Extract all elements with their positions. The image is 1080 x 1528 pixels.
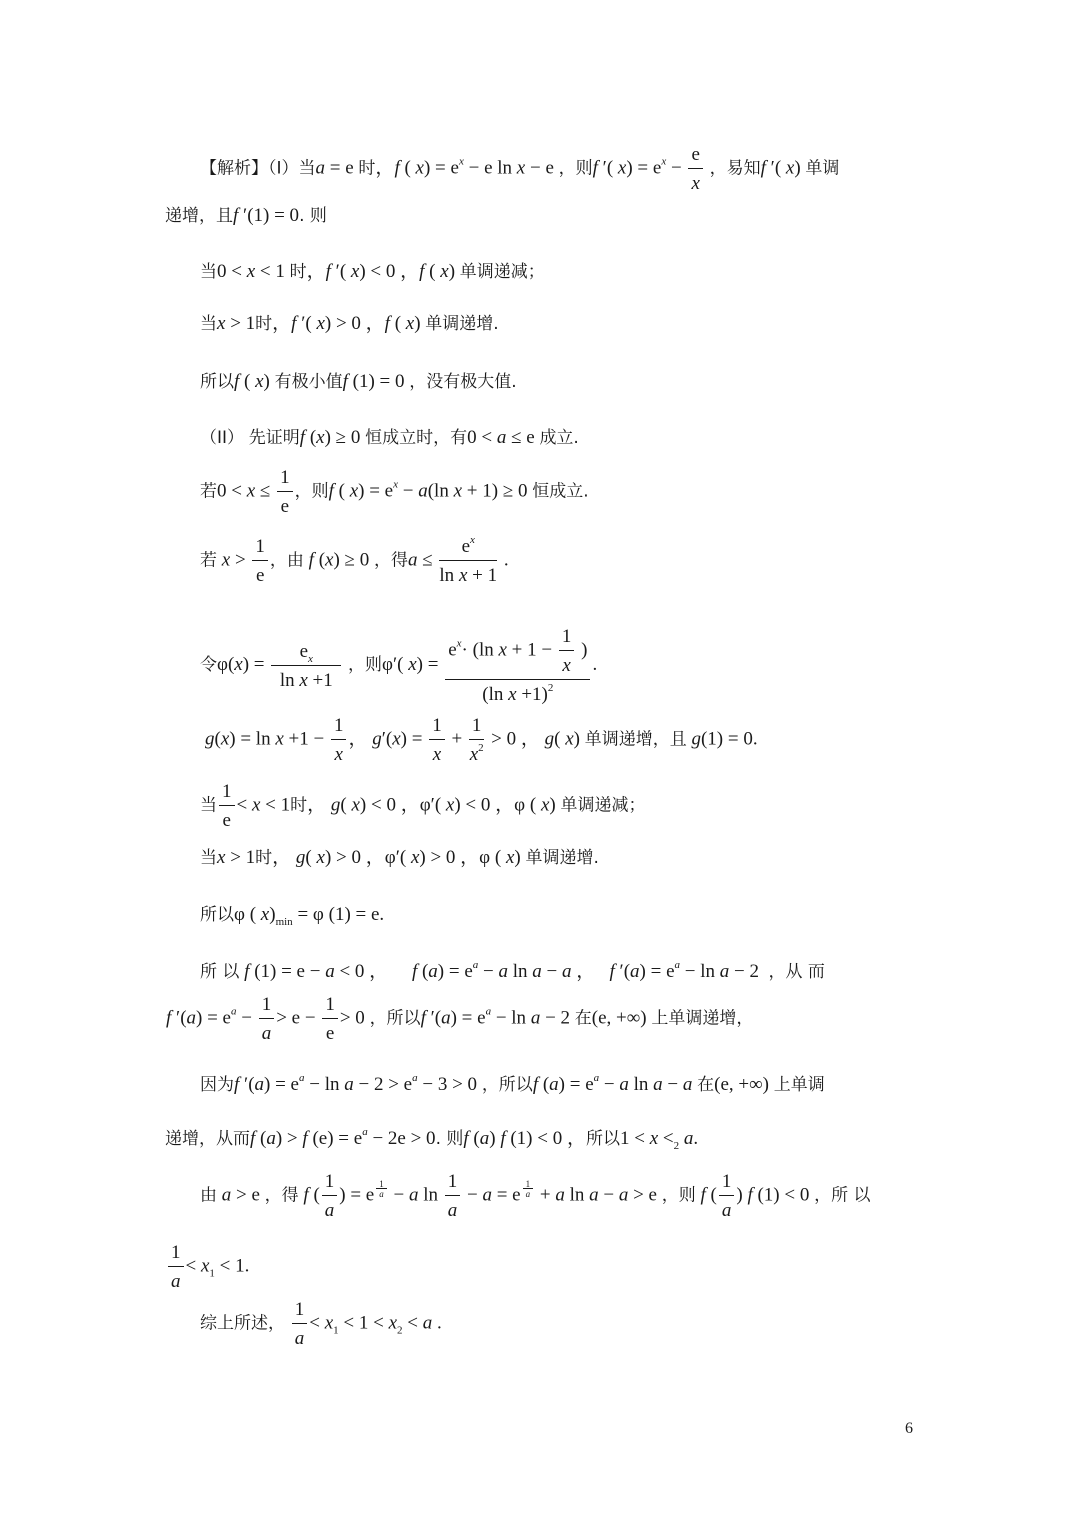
fraction-phi: $\frac{e_x}{\text{ln x +1}}$ bbox=[271, 642, 341, 690]
text-inc: 单调递增. bbox=[425, 314, 499, 334]
fraction-1-over-e: $\frac{1}{e}$ bbox=[322, 995, 338, 1043]
text-chengli: 成立. bbox=[539, 428, 579, 448]
text-dizeng-congr: 递增，从而 bbox=[165, 1129, 250, 1149]
text-shi: 时 bbox=[290, 795, 308, 816]
text-de-spaced: ，得 bbox=[264, 1185, 299, 1206]
solution-line-17: 递增，从而f (a) > f $(e) = e^a - 2e > 0$. 则f (a) f (1) < 0 ，所以$1 < x <_2$ a. bbox=[165, 1126, 699, 1152]
text-ling: 令 bbox=[200, 654, 217, 675]
fraction-1-over-e: $\frac{1}{e}$ bbox=[219, 782, 235, 830]
text-inc-qie: 单调递增，且 bbox=[584, 729, 687, 750]
fraction-1-over-x: $\frac{1}{x}$ bbox=[331, 716, 347, 764]
text-ze: ，则 bbox=[294, 481, 329, 502]
fraction-1-over-x2: $\frac{1}{x^2}$ bbox=[469, 715, 484, 765]
text-dec: 单调递减； bbox=[560, 795, 646, 816]
fraction-1-over-a: $\frac{1}{a}$ bbox=[322, 1172, 338, 1220]
text-shi: 时 bbox=[255, 848, 273, 868]
fraction-1-over-a: $\frac{1}{a}$ bbox=[259, 995, 275, 1043]
part-2-label: （II） bbox=[200, 428, 245, 448]
text-suoyi-spaced: 所 以 bbox=[200, 962, 240, 982]
fraction-1-over-a: $\frac{1}{a}$ bbox=[719, 1172, 735, 1220]
solution-line-9: 令φ(x) = $\frac{e_x}{\text{ln x +1}}$ ，则φ′( x) = $e^x\cdot (\ln$ x + 1 − $\frac{1}{x}$ ) (ln x +1)$^2$ . bbox=[200, 626, 598, 705]
solution-line-5: 所以f ( x) 有极小值f (1) = 0 ，没有极大值. bbox=[200, 371, 517, 392]
text-suoyi-end: ，所 以 bbox=[814, 1185, 871, 1206]
text-suoyi: 所以 bbox=[200, 905, 234, 925]
solution-line-20: 综上所述， $\frac{1}{a}$ < $x_1 < 1 < x_2 < a$ . bbox=[200, 1299, 442, 1349]
fraction-1-over-a: $\frac{1}{a}$ bbox=[168, 1243, 184, 1291]
solution-line-18: 由 a > e ，得 f ( $\frac{1}{a}$ ) = e $^{\frac{1}{a}}$ − a ln $\frac{1}{a}$ − a = e $^{\frac{1}{a}}$ + a ln a − a > e ，则 f ( $\frac{1}{a}$ ) f (1) < 0 ，所 以 bbox=[200, 1171, 871, 1221]
text-no-max: ，没有极大值. bbox=[409, 372, 517, 392]
fraction-phi-prime: $e^x\cdot (\ln$ x + 1 − $\frac{1}{x}$ ) (ln x +1)$^2$ bbox=[445, 627, 590, 704]
fraction-exp-1-over-a: 1 a bbox=[376, 1184, 387, 1194]
text-ze-end: . 则 bbox=[299, 206, 327, 226]
page-number: 6 bbox=[905, 1420, 913, 1437]
text-zai: 在 bbox=[574, 1008, 592, 1029]
text-de: ，得 bbox=[373, 550, 408, 571]
text-has-min: 有极小值 bbox=[274, 372, 343, 392]
solution-line-15: f $'(a) = e^a$ − $\frac{1}{a}$ > e − $\frac{1}{e}$ > 0 ，所以f $'(a) = e^a - \ln a - 2$ 在(e, +∞) 上单调递增， bbox=[166, 994, 754, 1044]
solution-line-1: 【解析】（I）当a = e 时，f ( $x) = e^x - e$ ln x − e ，则f ′( $x) = e^x$ − $\frac{e}{x}$ ，易知f ′( x) 单调 bbox=[200, 144, 840, 194]
text-shi: 时 bbox=[289, 262, 307, 282]
text-yizhi: ，易知 bbox=[709, 158, 761, 179]
fraction-1-over-a: $\frac{1}{a}$ bbox=[445, 1172, 461, 1220]
solution-line-12: 当x > 1时， g( x) > 0 ，φ′( x) > 0 ，φ ( x) 单调递增. bbox=[200, 847, 599, 868]
fraction-ex-over-lnx: $\frac{e^x}{\text{ln x + 1}}$ bbox=[439, 534, 498, 586]
text-when: 当 bbox=[200, 848, 217, 868]
solution-line-4: 当x > 1时，f ′( x) > 0 ，f ( x) 单调递增. bbox=[200, 313, 499, 334]
solution-line-2: 递增，且f ′(1) = 0. 则 bbox=[165, 205, 327, 226]
text-suoyi: 所以 bbox=[585, 1129, 620, 1149]
text-zai: 在 bbox=[697, 1075, 715, 1095]
text-prove-first: 先证明 bbox=[248, 428, 300, 448]
fraction-1-over-x: $\frac{1}{x}$ bbox=[429, 716, 445, 764]
text-when: 当 bbox=[200, 795, 217, 816]
text-you: ，由 bbox=[269, 550, 304, 571]
solution-line-14: 所 以 f (1) = e − a < 0 ， f $(a) = e^a - a$ ln a − a ， f $'(a) = e^a - \ln a - 2$ ，从 而 bbox=[200, 959, 825, 982]
text-dizeng-qie: 递增，且 bbox=[165, 206, 233, 226]
text-when: 当 bbox=[200, 262, 217, 282]
solution-line-16: 因为f $'(a) = e^a - \ln a - 2 > e^a - 3 > 0$ ，所以f $(a) = e^a - a$ ln a − a 在(e, +∞) 上单调 bbox=[200, 1072, 825, 1095]
fraction-1-over-x: $\frac{1}{x}$ bbox=[559, 627, 575, 675]
solution-header-label: 【解析】 bbox=[200, 158, 268, 179]
solution-line-3: 当0 < x < 1 时，f ′( x) < 0 ，f ( x) 单调递减； bbox=[200, 261, 545, 282]
text-ze: ，则 bbox=[348, 654, 383, 675]
text-zongshang: 综上所述， bbox=[200, 1313, 285, 1334]
part-1-label: （I） bbox=[268, 158, 299, 179]
text-hengcheng: 恒成立. bbox=[532, 481, 589, 502]
fraction-e-over-x: $\frac{e}{x}$ bbox=[688, 145, 702, 193]
text-when: 当 bbox=[200, 314, 217, 334]
fraction-1-over-e: $\frac{1}{e}$ bbox=[252, 537, 268, 585]
solution-line-10: g(x) = ln x +1 − $\frac{1}{x}$ ， g′(x) = $\frac{1}{x}$ + $\frac{1}{x^2}$ > 0 ， g( x) 单调递增，且 g(1) = 0. bbox=[205, 715, 758, 765]
text-shi: 时 bbox=[358, 158, 376, 179]
text-ruo: 若 bbox=[200, 481, 217, 502]
text-dec: 单调递减； bbox=[459, 262, 545, 282]
text-ze-end: . 则 bbox=[435, 1129, 464, 1149]
solution-line-8: 若 x > $\frac{1}{e}$ ，由 f (x) ≥ 0 ，得a ≤ $\frac{e^x}{\text{ln x + 1}}$ . bbox=[200, 534, 509, 586]
solution-line-7: 若0 < x ≤ $\frac{1}{e}$ ，则f ( $x) = e^x - a(\ln$ x + 1) ≥ 0 恒成立. bbox=[200, 467, 589, 517]
text-zuo: ，所以 bbox=[481, 1075, 533, 1095]
text-prove-mid: 恒成立时，有 bbox=[365, 428, 468, 448]
text-suoyi: 所以 bbox=[200, 372, 234, 392]
fraction-1-over-e: $\frac{1}{e}$ bbox=[277, 468, 293, 516]
text-ze: ，则 bbox=[558, 158, 593, 179]
solution-line-13: 所以φ ( $x)_{min} = \varphi$ (1) = e. bbox=[200, 904, 385, 928]
solution-line-19: $\frac{1}{a}$ < $x_1 < 1$. bbox=[166, 1243, 249, 1291]
text-inc: 单调递增. bbox=[525, 848, 599, 868]
text-dandiao: 单调 bbox=[805, 158, 840, 179]
text-when: 当 bbox=[298, 158, 316, 179]
solution-line-11: 当 $\frac{1}{e}$ < x < 1时， g( x) < 0 ，φ′( x) < 0 ，φ ( x) 单调递减； bbox=[200, 781, 646, 831]
text-shi: 时 bbox=[255, 314, 273, 334]
text-yinwei: 因为 bbox=[200, 1075, 234, 1095]
text-shang-danc: 上单调 bbox=[773, 1075, 825, 1095]
fraction-1-over-a: $\frac{1}{a}$ bbox=[292, 1300, 308, 1348]
fraction-exp-1-over-a: 1 a bbox=[523, 1184, 534, 1194]
text-congr: ，从 而 bbox=[768, 962, 825, 982]
text-shangdandiao: 上单调递增， bbox=[651, 1008, 754, 1029]
text-zuo: ，所以 bbox=[369, 1008, 421, 1029]
text-you-a: 由 bbox=[200, 1185, 217, 1206]
text-ze-spaced: ，则 bbox=[661, 1185, 696, 1206]
solution-line-6: （II） 先证明f (x) ≥ 0 恒成立时，有0 < a ≤ e 成立. bbox=[200, 427, 579, 448]
text-ruo: 若 bbox=[200, 550, 217, 571]
